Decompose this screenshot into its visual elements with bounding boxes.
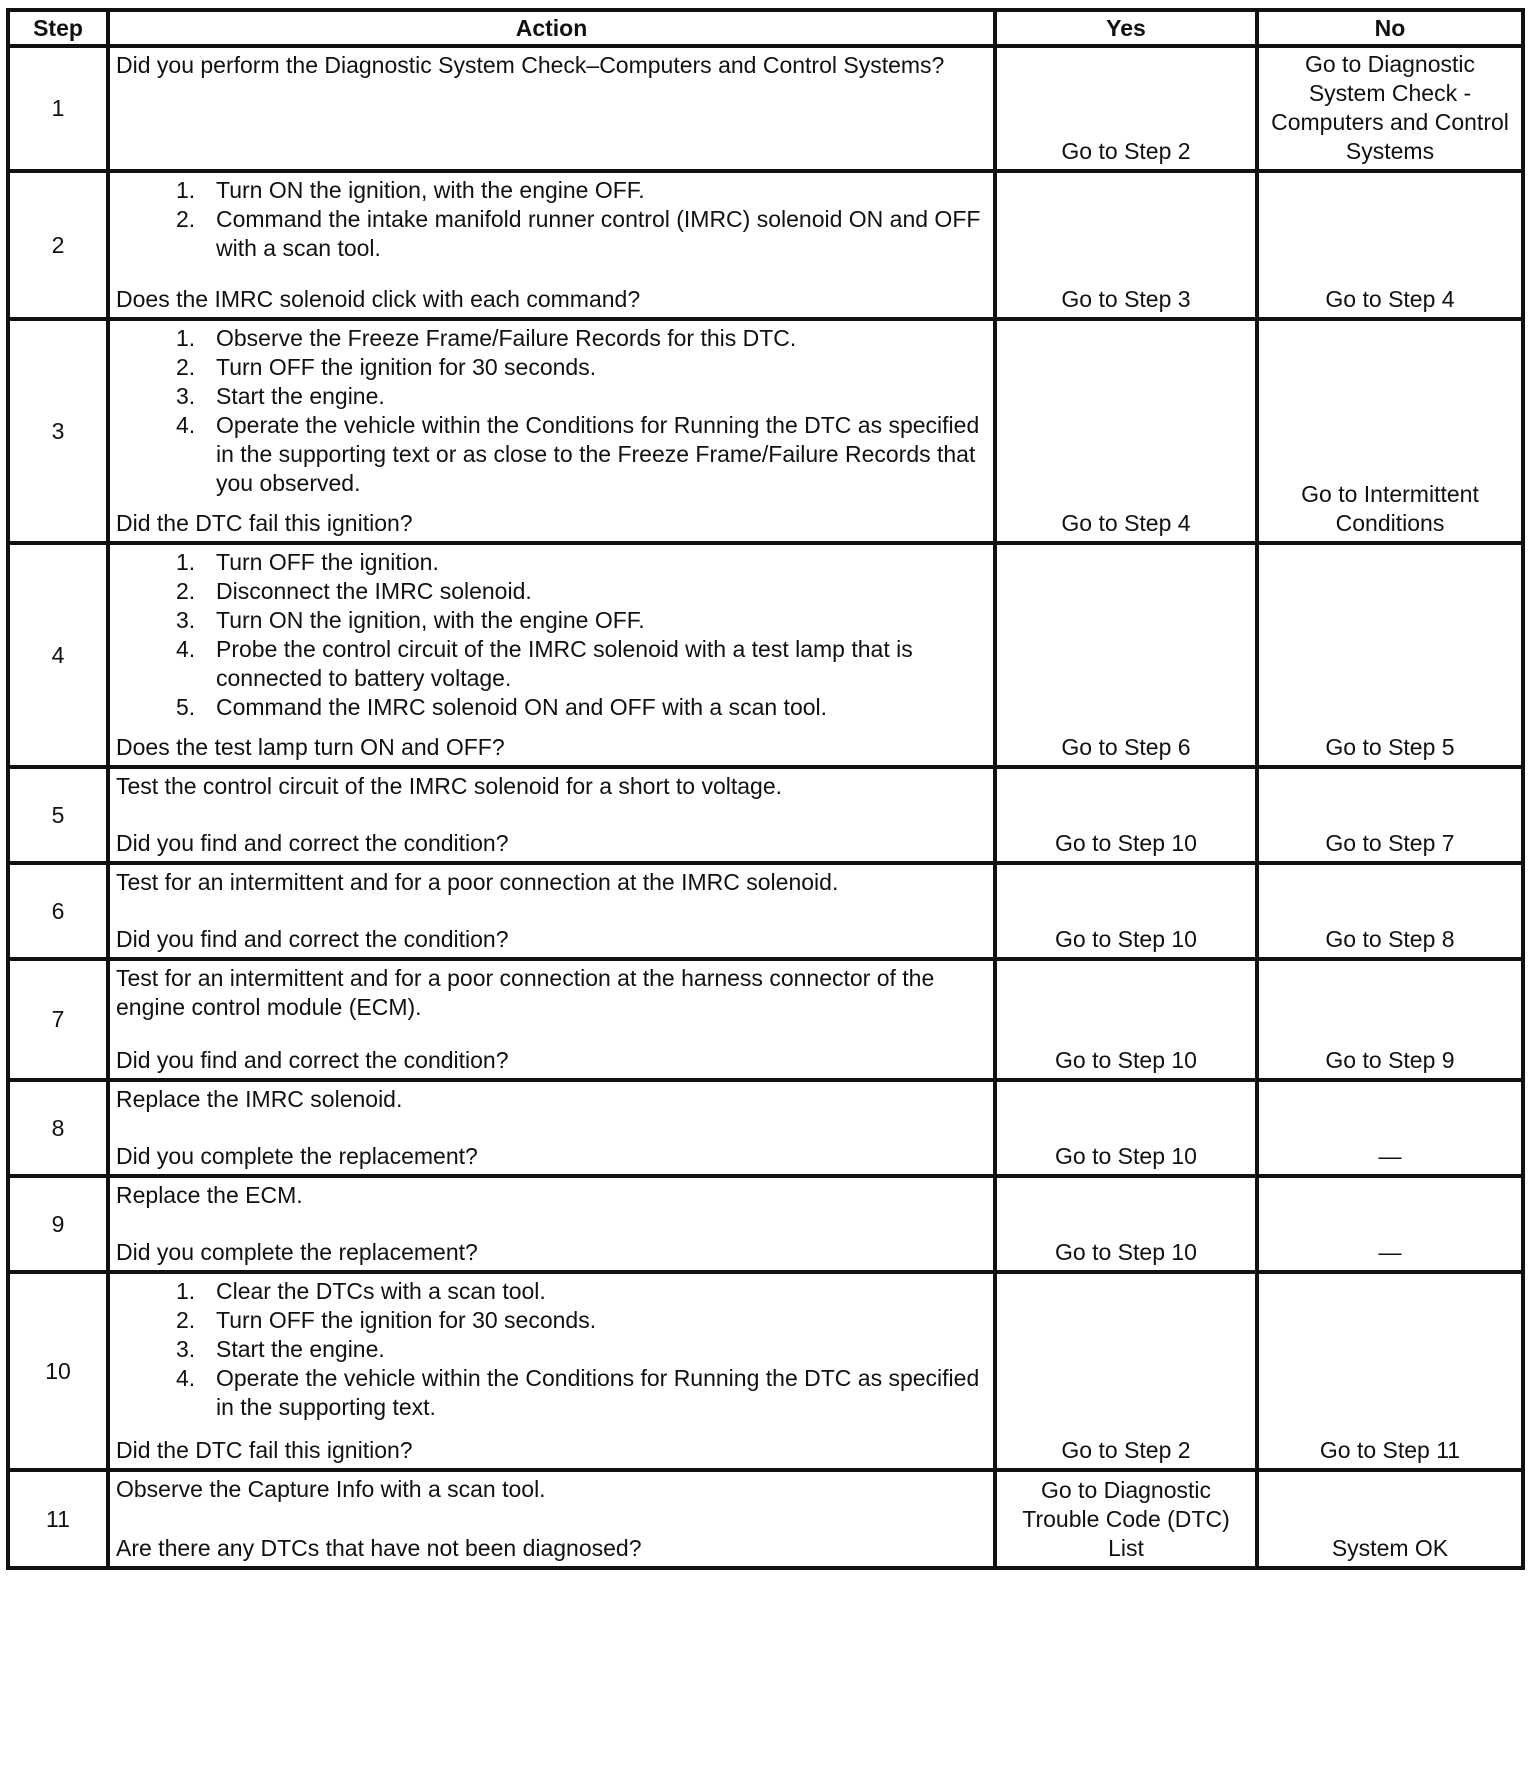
table-row: [8, 1272, 1523, 1470]
instruction-text: Turn OFF the ignition.: [216, 549, 439, 575]
instruction-item: [116, 382, 987, 411]
table-header-row: [8, 10, 1523, 46]
action-cell: [108, 171, 995, 319]
step-number-cell: [8, 1470, 108, 1568]
instruction-text: Turn OFF the ignition for 30 seconds.: [216, 354, 597, 380]
action-question: Did you complete the replacement?: [116, 1143, 478, 1169]
instruction-item: [116, 324, 987, 353]
yes-result: Go to Step 10: [1055, 1239, 1197, 1265]
instruction-item: [116, 693, 987, 722]
instruction-number: 5.: [176, 694, 196, 720]
table-body: [8, 46, 1523, 1568]
header-action: Action: [108, 10, 995, 46]
instruction-list: [116, 1277, 987, 1422]
step-number-cell: [8, 46, 108, 171]
no-cell: [1257, 1080, 1523, 1176]
action-cell: [108, 1272, 995, 1470]
diagnostic-table: [6, 8, 1525, 1570]
action-cell: [108, 1080, 995, 1176]
instruction-number: 4.: [176, 636, 196, 662]
yes-result: Go to Step 10: [1055, 1047, 1197, 1073]
yes-result: Go to Step 4: [1061, 510, 1191, 536]
action-cell: [108, 863, 995, 959]
table-row: [8, 319, 1523, 543]
header-no: No: [1257, 10, 1523, 46]
instruction-text: Clear the DTCs with a scan tool.: [216, 1278, 546, 1304]
action-question: Did you find and correct the condition?: [116, 830, 509, 856]
instruction-text: Probe the control circuit of the IMRC solenoid with a test lamp that is connected to battery voltage.: [216, 636, 913, 691]
step-number: 11: [46, 1505, 70, 1532]
instruction-number: 2.: [176, 206, 196, 232]
step-number: 7: [51, 1006, 65, 1032]
action-instructions: [116, 868, 987, 897]
yes-cell: [995, 1176, 1257, 1272]
step-number: 3: [51, 417, 65, 444]
action-question: Are there any DTCs that have not been diagnosed?: [116, 1535, 642, 1561]
step-number-cell: [8, 319, 108, 543]
instruction-text: Start the engine.: [216, 1336, 385, 1362]
instruction-number: 3.: [176, 1336, 196, 1362]
action-instructions: [116, 1277, 987, 1422]
instruction-number: 3.: [176, 607, 196, 633]
table-row: [8, 1176, 1523, 1272]
action-instructions: [116, 772, 987, 801]
table-row: [8, 959, 1523, 1080]
action-cell: [108, 46, 995, 171]
table-row: [8, 863, 1523, 959]
action-instructions: [116, 51, 987, 80]
action-cell: [108, 767, 995, 863]
action-instructions: [116, 1181, 987, 1210]
yes-result: Go to Diagnostic Trouble Code (DTC) List: [1022, 1477, 1230, 1561]
no-result: Go to Intermittent Conditions: [1301, 481, 1479, 536]
yes-result: Go to Step 10: [1055, 926, 1197, 952]
action-content: [116, 51, 987, 154]
step-number-cell: [8, 543, 108, 767]
yes-result: Go to Step 2: [1061, 138, 1191, 164]
action-question: Does the IMRC solenoid click with each command?: [116, 286, 641, 312]
yes-cell: [995, 1272, 1257, 1470]
yes-result: Go to Step 10: [1055, 830, 1197, 856]
yes-result: Go to Step 6: [1061, 734, 1191, 760]
no-result: Go to Step 7: [1325, 830, 1455, 856]
instruction-item: [116, 205, 987, 263]
step-number-cell: [8, 767, 108, 863]
no-cell: [1257, 1176, 1523, 1272]
step-number-cell: [8, 1176, 108, 1272]
no-cell: [1257, 959, 1523, 1080]
step-number: 5: [51, 801, 65, 828]
step-number-cell: [8, 1080, 108, 1176]
action-intro-text: Test for an intermittent and for a poor connection at the IMRC solenoid.: [116, 869, 839, 895]
instruction-text: Turn ON the ignition, with the engine OFF.: [216, 177, 645, 203]
no-cell: [1257, 543, 1523, 767]
instruction-text: Observe the Freeze Frame/Failure Records for this DTC.: [216, 325, 797, 351]
step-number: 10: [45, 1357, 71, 1384]
action-content: [116, 1085, 987, 1171]
instruction-item: [116, 1306, 987, 1335]
yes-cell: [995, 46, 1257, 171]
yes-cell: [995, 319, 1257, 543]
instruction-text: Disconnect the IMRC solenoid.: [216, 578, 532, 604]
yes-result: Go to Step 2: [1061, 1437, 1191, 1463]
instruction-item: [116, 1364, 987, 1422]
action-cell: [108, 543, 995, 767]
instruction-text: Turn OFF the ignition for 30 seconds.: [216, 1307, 597, 1333]
instruction-number: 2.: [176, 354, 196, 380]
instruction-item: [116, 176, 987, 205]
instruction-item: [116, 353, 987, 382]
no-result: —: [1378, 1143, 1402, 1169]
action-content: [116, 964, 987, 1075]
instruction-list: [116, 324, 987, 498]
instruction-text: Operate the vehicle within the Conditions for Running the DTC as specified in the supporting text or as close to the Freeze Frame/Failure Records that you observed.: [216, 412, 980, 496]
action-cell: [108, 1470, 995, 1568]
action-intro-text: Test for an intermittent and for a poor connection at the harness connector of the engine control module (ECM).: [116, 965, 935, 1020]
action-instructions: [116, 1475, 987, 1504]
instruction-number: 4.: [176, 412, 196, 438]
instruction-item: [116, 548, 987, 577]
instruction-number: 1.: [176, 325, 196, 351]
action-question: Did the DTC fail this ignition?: [116, 1437, 413, 1463]
action-question: Did the DTC fail this ignition?: [116, 510, 413, 536]
instruction-item: [116, 577, 987, 606]
header-step: Step: [8, 10, 108, 46]
table-row: [8, 1470, 1523, 1568]
action-question: Did you find and correct the condition?: [116, 1047, 509, 1073]
instruction-item: [116, 1335, 987, 1364]
action-intro-text: Did you perform the Diagnostic System Check–Computers and Control Systems?: [116, 52, 945, 78]
instruction-item: [116, 1277, 987, 1306]
instruction-number: 1.: [176, 549, 196, 575]
yes-cell: [995, 767, 1257, 863]
yes-cell: [995, 959, 1257, 1080]
action-content: [116, 1181, 987, 1267]
step-number: 9: [51, 1210, 65, 1237]
action-content: [116, 1475, 987, 1563]
action-instructions: [116, 964, 987, 1022]
instruction-item: [116, 411, 987, 498]
instruction-number: 2.: [176, 578, 196, 604]
no-result: Go to Step 5: [1325, 734, 1455, 760]
action-question: Did you find and correct the condition?: [116, 926, 509, 952]
action-intro-text: Observe the Capture Info with a scan tool.: [116, 1476, 546, 1502]
step-number-cell: [8, 171, 108, 319]
action-intro-text: Test the control circuit of the IMRC solenoid for a short to voltage.: [116, 773, 783, 799]
action-cell: [108, 1176, 995, 1272]
header-yes: Yes: [995, 10, 1257, 46]
instruction-list: [116, 176, 987, 263]
yes-cell: [995, 863, 1257, 959]
action-content: [116, 176, 987, 314]
step-number: 6: [51, 897, 65, 924]
action-cell: [108, 319, 995, 543]
no-cell: [1257, 863, 1523, 959]
table-row: [8, 767, 1523, 863]
instruction-number: 2.: [176, 1307, 196, 1333]
instruction-number: 1.: [176, 1278, 196, 1304]
step-number: 2: [51, 231, 65, 258]
action-instructions: [116, 548, 987, 722]
instruction-item: [116, 606, 987, 635]
instruction-text: Start the engine.: [216, 383, 385, 409]
instruction-number: 1.: [176, 177, 196, 203]
action-instructions: [116, 324, 987, 498]
no-result: Go to Step 11: [1319, 1437, 1461, 1463]
instruction-list: [116, 548, 987, 722]
no-cell: [1257, 1470, 1523, 1568]
yes-cell: [995, 171, 1257, 319]
yes-cell: [995, 1080, 1257, 1176]
yes-result: Go to Step 10: [1055, 1143, 1197, 1169]
action-instructions: [116, 1085, 987, 1114]
action-question: Does the test lamp turn ON and OFF?: [116, 734, 505, 760]
action-content: [116, 324, 987, 538]
no-result: System OK: [1331, 1535, 1449, 1561]
no-result: —: [1378, 1239, 1402, 1265]
table-row: [8, 171, 1523, 319]
table-row: [8, 46, 1523, 171]
yes-cell: [995, 1470, 1257, 1568]
table-row: [8, 1080, 1523, 1176]
action-instructions: [116, 176, 987, 263]
no-cell: [1257, 319, 1523, 543]
no-cell: [1257, 1272, 1523, 1470]
action-content: [116, 868, 987, 954]
step-number-cell: [8, 863, 108, 959]
no-cell: [1257, 171, 1523, 319]
no-result: Go to Step 8: [1325, 926, 1455, 952]
step-number: 4: [51, 641, 65, 668]
action-content: [116, 772, 987, 858]
yes-cell: [995, 543, 1257, 767]
no-cell: [1257, 767, 1523, 863]
no-result: Go to Step 9: [1325, 1047, 1455, 1073]
step-number: 8: [51, 1114, 65, 1141]
step-number-cell: [8, 1272, 108, 1470]
step-number: 1: [51, 95, 65, 121]
instruction-text: Turn ON the ignition, with the engine OFF.: [216, 607, 645, 633]
table-row: [8, 543, 1523, 767]
no-cell: [1257, 46, 1523, 171]
instruction-number: 4.: [176, 1365, 196, 1391]
step-number-cell: [8, 959, 108, 1080]
yes-result: Go to Step 3: [1061, 286, 1191, 312]
instruction-text: Operate the vehicle within the Conditions for Running the DTC as specified in the supporting text.: [216, 1365, 980, 1420]
action-cell: [108, 959, 995, 1080]
action-question: Did you complete the replacement?: [116, 1239, 478, 1265]
action-content: [116, 548, 987, 762]
no-result: Go to Step 4: [1325, 286, 1455, 312]
instruction-number: 3.: [176, 383, 196, 409]
action-intro-text: Replace the ECM.: [116, 1182, 303, 1208]
action-content: [116, 1277, 987, 1465]
instruction-item: [116, 635, 987, 693]
instruction-text: Command the intake manifold runner control (IMRC) solenoid ON and OFF with a scan tool.: [216, 206, 981, 261]
action-intro-text: Replace the IMRC solenoid.: [116, 1086, 403, 1112]
no-result: Go to Diagnostic System Check - Computers and Control Systems: [1271, 51, 1509, 164]
instruction-text: Command the IMRC solenoid ON and OFF with a scan tool.: [216, 694, 828, 720]
